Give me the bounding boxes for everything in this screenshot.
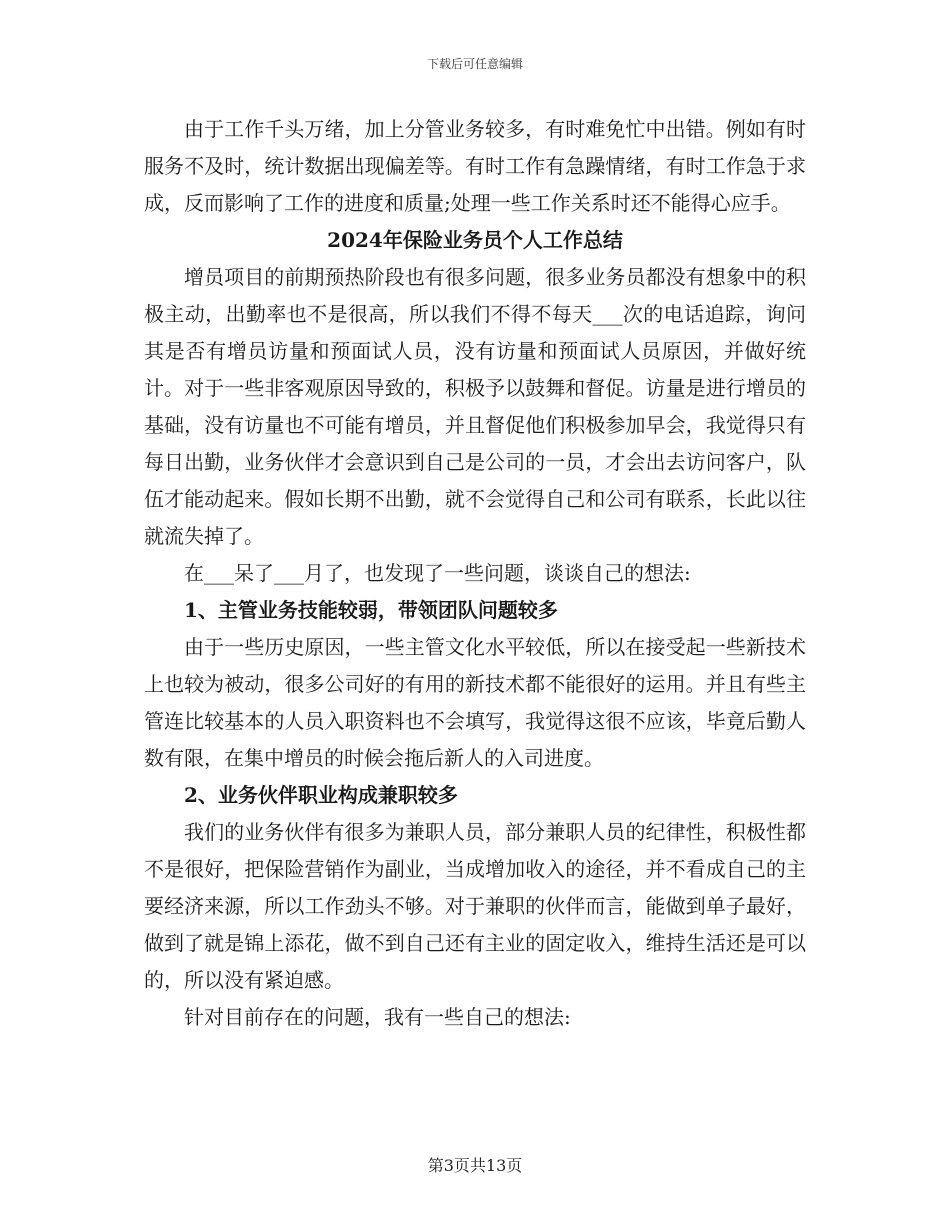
page-number: 第3页共13页 xyxy=(427,1156,523,1175)
section-heading-supervisors: 1、主管业务技能较弱，带领团队问题较多 xyxy=(184,598,558,622)
paragraph-part-time: 我们的业务伙伴有很多为兼职人员，部分兼职人员的纪律性，积极性都不是很好，把保险营销作为副业，当成增加收入的途径，并不看成自己的主要经济来源，所以工作劲头不够。对于兼职的伙伴而言，能做到单子最好，做到了就是锦上添花，做不到自己还有主业的固定收入，维持生活还是可以的，所以没有紧迫感。 xyxy=(144,820,806,992)
paragraph-work-errors: 由于工作千头万绪，加上分管业务较多，有时难免忙中出错。例如有时服务不及时，统计数据出现偏差等。有时工作有急躁情绪，有时工作急于求成，反而影响了工作的进度和质量;处理一些工作关系时还不能得心应手。 xyxy=(144,117,806,215)
paragraph-supervisors: 由于一些历史原因，一些主管文化水平较低，所以在接受起一些新技术上也较为被动，很多公司好的有用的新技术都不能很好的运用。并且有些主管连比较基本的人员入职资料也不会填写，我觉得这很不应该，毕竟后勤人数有限，在集中增员的时候会拖后新人的入司进度。 xyxy=(144,635,806,770)
paragraph-recruitment: 增员项目的前期预热阶段也有很多问题，很多业务员都没有想象中的积极主动，出勤率也不是很高，所以我们不得不每天___次的电话追踪，询问其是否有增员访量和预面试人员，没有访量和预面试人员原因，并做好统计。对于一些非客观原因导致的，积极予以鼓舞和督促。访量是进行增员的基础，没有访量也不可能有增员，并且督促他们积极参加早会，我觉得只有每日出勤，业务伙伴才会意识到自己是公司的一员，才会出去访问客户，队伍才能动起来。假如长期不出勤，就不会觉得自己和公司有联系，长此以往就流失掉了。 xyxy=(144,265,806,548)
document-title: 2024年保险业务员个人工作总结 xyxy=(327,228,623,252)
section-heading-part-time: 2、业务伙伴职业构成兼职较多 xyxy=(184,783,458,807)
paragraph-ideas: 针对目前存在的问题，我有一些自己的想法: xyxy=(184,1005,571,1029)
document-body xyxy=(144,111,806,1036)
paragraph-observations: 在___呆了___月了，也发现了一些问题，谈谈自己的想法: xyxy=(184,561,691,585)
page-header: 下载后可任意编辑 xyxy=(426,57,523,71)
